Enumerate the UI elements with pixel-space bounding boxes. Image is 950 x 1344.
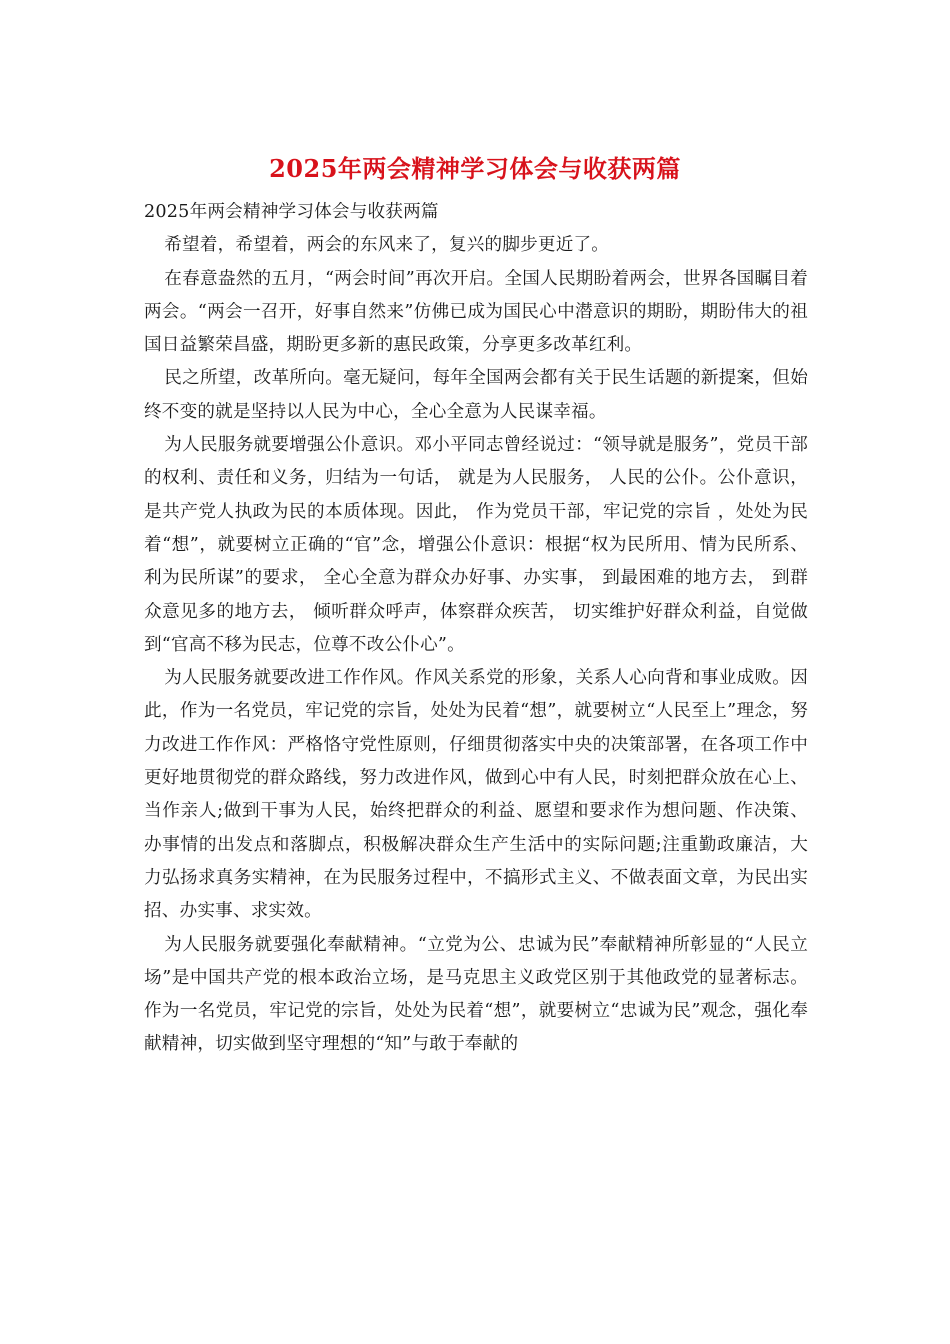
document-subtitle: 2025年两会精神学习体会与收获两篇 — [144, 202, 439, 222]
paragraph: 民之所望，改革所向。毫无疑问，每年全国两会都有关于民生话题的新提案，但始终不变的就是坚持以人民为中心，全心全意为人民谋幸福。 — [144, 368, 808, 422]
document-body — [144, 196, 808, 1062]
paragraph: 希望着，希望着，两会的东风来了，复兴的脚步更近了。 — [164, 235, 610, 256]
document-title: 2025年两会精神学习体会与收获两篇 — [269, 154, 681, 183]
paragraph: 为人民服务就要强化奉献精神。“立党为公、忠诚为民”奉献精神所彰显的“人民立场”是中国共产党的根本政治立场，是马克思主义政党区别于其他政党的显著标志。作为一名党员，牢记党的宗旨，处处为民着“想”，就要树立“忠诚为民”观念，强化奉献精神，切实做到坚守理想的“知”与敢于奉献的 — [144, 934, 808, 1055]
paragraph: 为人民服务就要增强公仆意识。邓小平同志曾经说过：“领导就是服务”，党员干部的权利、责任和义务，归结为一句话， 就是为人民服务， 人民的公仆。公仆意识， 是共产党人执政为民的本质体现。因此， 作为党员干部，牢记党的宗旨 ，处处为民着“想”，就要树立正确的“官”念，增强公仆意识：根据“权为民所用、情为民所系、利为民所谋”的要求， 全心全意为群众办好事、办实事， 到最困难的地方去， 到群众意见多的地方去， 倾听群众呼声，体察群众疾苦， 切实维护好群众利益，自觉做到“官高不移为民志，位尊不改公仆心”。 — [144, 435, 808, 655]
paragraph: 在春意盎然的五月，“两会时间”再次开启。全国人民期盼着两会，世界各国瞩目着两会。“两会一召开，好事自然来”仿佛已成为国民心中潜意识的期盼，期盼伟大的祖国日益繁荣昌盛，期盼更多新的惠民政策，分享更多改革红利。 — [144, 268, 808, 356]
paragraph: 为人民服务就要改进工作作风。作风关系党的形象，关系人心向背和事业成败。因此，作为一名党员，牢记党的宗旨，处处为民着“想”，就要树立“人民至上”理念，努力改进工作作风：严格恪守党性原则，仔细贯彻落实中央的决策部署，在各项工作中更好地贯彻党的群众路线，努力改进作风，做到心中有人民，时刻把群众放在心上、当作亲人;做到干事为人民，始终把群众的利益、愿望和要求作为想问题、作决策、办事情的出发点和落脚点，积极解决群众生产生活中的实际问题;注重勤政廉洁，大力弘扬求真务实精神，在为民服务过程中，不搞形式主义、不做表面文章，为民出实招、办实事、求实效。 — [144, 668, 808, 922]
